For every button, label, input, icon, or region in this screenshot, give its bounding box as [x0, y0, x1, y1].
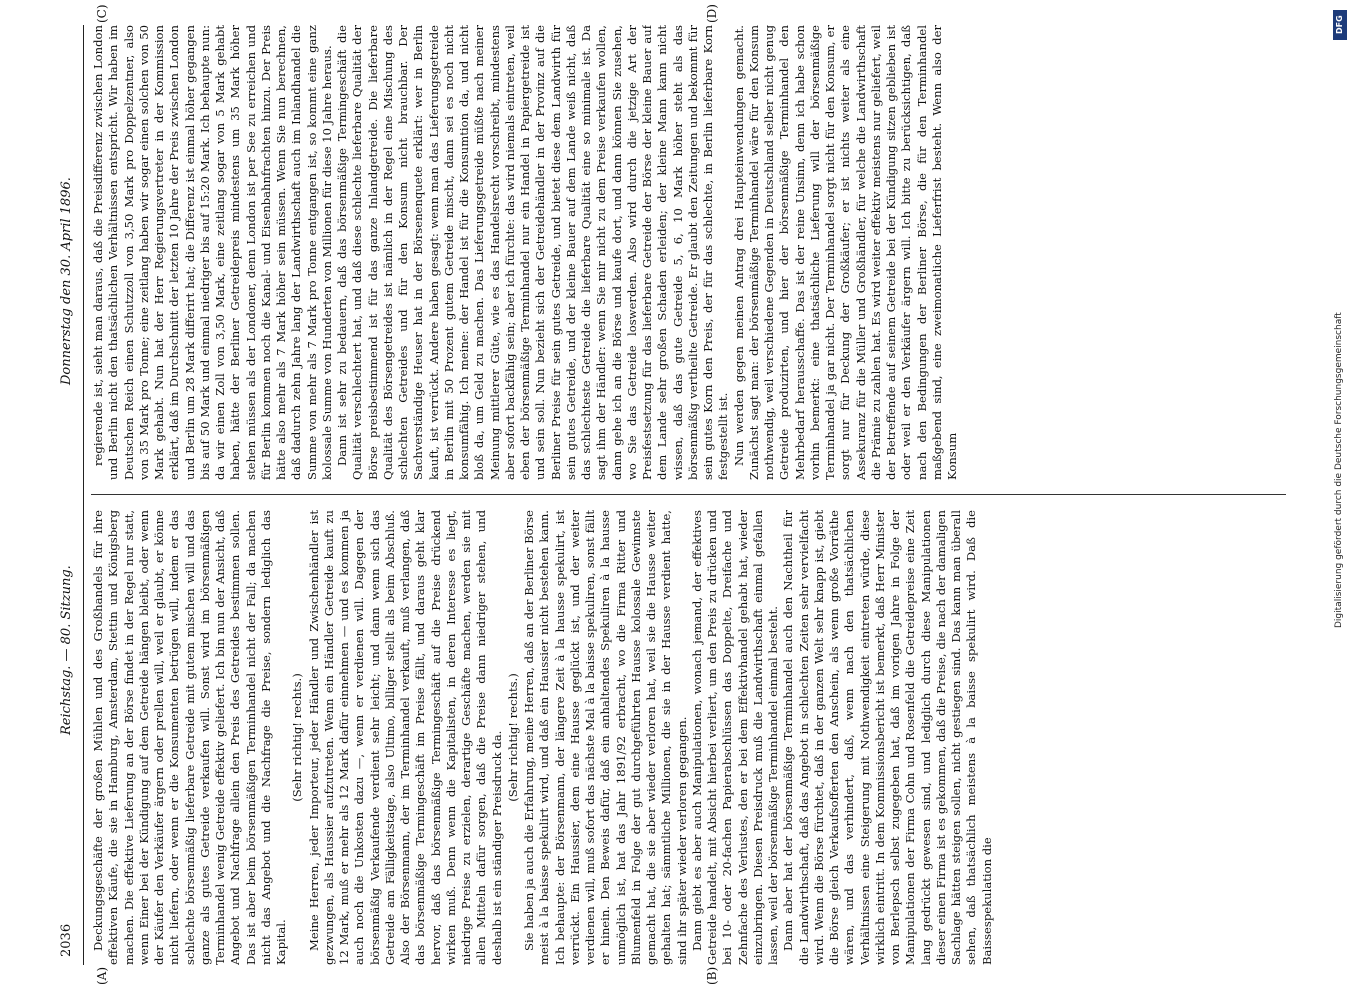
interjection: (Sehr richtig! rechts.) — [290, 673, 305, 802]
margin-mark-c: (C) — [95, 4, 109, 23]
session-title: Reichstag. — 80. Sitzung. — [59, 565, 74, 735]
column-left — [91, 510, 1286, 965]
paragraph: Meine Herren, jeder Importeur, jeder Händler und Zwischenhändler ist gezwungen, als Haussier aufzutreten. Wenn ein Händler Getreide kauft zu 12 Mark, muß er mehr als 12 Mark dafür einnehmen — und es kommen ja auch noch die Unkosten dazu —, wenn er verdienen will. Dagegen der börsenmäßig Verkaufende verdient sehr leicht; und dann wenn sich das Getreide am Fälligkeitstage, also Ultimo, billiger stellt als beim Abschluß. Also der Börsenmann, der im Terminhandel verkauft, muß verlangen, daß das börsenmäßige Termingeschäft im Preise fällt, und daraus geht klar hervor, daß das börsenmäßige Termingeschäft auf die Preise drückend wirken muß. Denn wenn die Kapitalisten, in deren Interesse es liegt, niedrige Preise zu erzielen, derartige Geschäfte machen, werden sie mit allen Mitteln dafür sorgen, daß die Preise dann niedriger stehen, und deshalb ist ein ständiger Preisdruck da. — [306, 510, 504, 965]
session-date: Donnerstag den 30. April 1896. — [59, 177, 74, 385]
paragraph: regierende ist, sieht man daraus, daß die Preisdifferenz zwischen London und Berlin nicht den thatsächlichen Verhältnissen entspricht. Wir haben im Deutschen Reich einen Schutzzoll von 3,50 Mark pro Doppelzentner, also von 35 Mark pro Tonne; eine zeitlang haben wir sogar einen solchen von 50 Mark gehabt. Nun hat der Herr Regierungsvertreter in der Kommission erklärt, daß im Durchschnitt der letzten 10 Jahre der Preis zwischen London und Berlin um 28 Mark differirt hat; die Differenz ist einmal höher gegangen bis auf 50 Mark und einmal niedriger bis auf 15:20 Mark. Ich behaupte nun: da wir einen Zoll von 3,50 Mark, eine zeitlang sogar von 5 Mark gehabt haben, hätte der Berliner Getreidepreis mindestens um 35 Mark höher stehen müssen als der Londoner, denn London ist per See zu erreichen und für Berlin kommen noch die Kanal- und Eisenbahnfrachten hinzu. Der Preis hätte also mehr als 7 Mark höher sein müssen. Wenn Sie nun berechnen, daß dadurch zehn Jahre lang der Landwirthschaft auch im Inlandhandel die Summe von mehr als 7 Mark pro Tonne entgangen ist, so kommt eine ganz kolossale Summe von Hunderten von Millionen für diese 10 Jahre heraus. — [91, 25, 334, 480]
paragraph: Dann ist sehr zu bedauern, daß das börsenmäßige Termingeschäft die Qualität verschlechtert hat, und daß diese schlechte lieferbare Qualität der Börse preisbestimmend ist für das ganze Inlandgetreide. Die lieferbare Qualität des Börsengetreides ist nämlich in der Regel eine Mischung des schlechten Getreides und für den Konsum nicht brauchbar. Der Sachverständige Heuser hat in der Börsenenquete erklärt: wer in Berlin kauft, ist verrückt. Andere haben gesagt: wenn man das Lieferungsgetreide in Berlin mit 50 Prozent gutem Getreide mischt, dann sei es noch nicht konsumfähig. Ich meine: der Handel ist für die Konsumtion da, und nicht bloß da, um Geld zu machen. Das Lieferungsgetreide müßte nach meiner Meinung mittlerer Güte, wie es das Handelsrecht vorschreibt, mindestens aber sofort backfähig sein; aber ich fürchte: das wird niemals eintreten, weil eben der börsenmäßige Terminhandel nur ein Handel in Papiergetreide ist und sein soll. Nun bezieht sich der Getreidehändler in der Provinz auf die Berliner Preise für sein gutes Getreide, und bietet diese dem Landwirth für sein gutes Getreide, und der kleine Bauer auf dem Lande weiß nicht, daß das schlechteste Getreide die lieferbare Qualität eine so minimale ist. Da sagt ihm der Händler: wenn Sie mir nicht zu dem Preise verkaufen wollen, dann gehe ich an die Börse und kaufe dort, und dann können Sie zusehen, wo Sie das Getreide loswerden. Also wird durch die jetzige Art der Preisfestsetzung für das lieferbare Getreide der Börse der kleine Bauer auf dem Lande sehr großen Schaden erleiden; der kleine Mann kann nicht wissen, daß das gute Getreide 5, 6, 10 Mark höher steht als das börsenmäßig vertheilte Getreide. Er glaubt den Zeitungen und bekommt für sein gutes Korn den Preis, der für das schlechte, in Berlin lieferbare Korn festgestellt ist. — [335, 25, 731, 480]
paragraph: Dann giebt es aber auch Manipulationen, wonach jemand, der effektives Getreide handelt, mit Absicht hierbei verliert, um den Preis zu drücken und bei 10- oder 20-fachen Papierabschlüssen das Doppelte, Dreifache und Zehnfache des Verlustes, den er bei dem Effektivhandel gehabt hat, wieder einzubringen. Diesen Preisdruck muß die Landwirthschaft einmal gefallen lassen, weil der börsenmäßige Terminhandel einmal besteht. — [689, 510, 780, 965]
paragraph: Dann aber hat der börsenmäßige Terminhandel auch den Nachtheil für die Landwirthschaft, daß das Angebot in schlechten Zeiten sehr vervielfacht wird. Wenn die Börse fürchtet, daß in der ganzen Welt sehr knapp ist, giebt die Börse gleich Verkaufsofferten den Anschein, als wenn große Vorräthe wären, und das verhindert, daß, wenn nach den thatsächlichen Verhältnissen eine Steigerung mit Nothwendigkeit eintreten würde, diese wirklich eintritt. In dem Kommissionsbericht ist bemerkt, daß Herr Minister von Berlepsch selbst zugegeben hat, daß im vorigen Jahre in Folge der Manipulationen der Firma Cohn und Rosenfeld die Getreidepreise eine Zeit lang gedrückt gewesen sind, und lediglich durch diese Manipulationen dieser einen Firma ist es gekommen, daß die Preise, die nach der damaligen Sachlage hätten steigen sollen, nicht gestiegen sind. Das kann man überall sehen, daß thatsächlich meistens à la baisse spekulirt wird. Daß die Baissespekulation die — [781, 510, 994, 965]
rotated-content — [55, 4, 1295, 985]
running-header — [55, 25, 81, 965]
interjection: (Sehr richtig! rechts.) — [505, 673, 520, 802]
margin-mark-a: (A) — [95, 966, 109, 985]
header-rule — [83, 25, 84, 965]
digitization-credit: Digitalisierung gefördert durch die Deutsche Forschungsgemeinschaft — [1334, 312, 1344, 628]
paragraph: Deckungsgeschäfte der großen Mühlen und des Großhandels für ihre effektiven Käufe, die sie in Hamburg, Amsterdam, Stettin und Königsberg machen. Die effektive Lieferung an der Börse findet in der Regel nur statt, wenn Einer bei der Kündigung auf dem Getreide hängen bleibt, oder wenn der Käufer den Verkäufer ärgern oder prellen will, weil er glaubt, er könne nicht liefern, oder wenn er die Konsumenten betrügen will, indem er das schlechte börsenmäßig lieferbare Getreide mit gutem mischen will und das ganze als gutes Getreide verkaufen will. Sonst wird im börsenmäßigen Terminhandel wenig Getreide effektiv geliefert. Ich bin nun der Ansicht, daß Angebot und Nachfrage allein den Preis des Getreides bestimmen sollen. Das ist aber beim börsenmäßigen Terminhandel nicht der Fall; da machen nicht das Angebot und die Nachfrage die Preise, sondern lediglich das Kapital. — [91, 510, 288, 965]
paragraph: Sie haben ja auch die Erfahrung, meine Herren, daß an der Berliner Börse meist à la baisse spekulirt wird, und daß ein Haussier nicht bestehen kann. Ich behaupte: der Börsenmann, der längere Zeit à la hausse spekulirt, ist verrückt. Ein Haussier, dem eine Hausse geglückt ist, und der weiter verdienen will, muß sofort das nächste Mal à la baisse spekuliren, sonst fällt er hinein. Den Beweis dafür, daß ein anhaltendes Spekuliren à la hausse unmöglich ist, hat das Jahr 1891/92 erbracht, wo die Firma Ritter und Blumenfeld in Folge der gut durchgeführten Hausse kolossale Gewinnste gemacht hat, die sie aber wieder verloren hat, weil sie die Hausse weiter gehalten hat; sämmtliche Millionen, die sie in der Hausse verdient hatte, sind ihr später wieder verloren gegangen. — [522, 510, 689, 965]
margin-mark-d: (D) — [705, 4, 719, 23]
paragraph: Nun werden gegen meinen Antrag drei Haupteinwendungen gemacht. Zunächst sagt man: der börsenmäßige Terminhandel wäre für den Konsum nothwendig, weil verschiedene Gegenden in Deutschland selber nicht genug Getreide produzirten, und hier der börsenmäßige Terminhandel den Mehrbedarf herausschaffe. Das ist der reine Unsinn, denn ich habe schon vorhin bemerkt: eine thatsächliche Lieferung will der börsenmäßige Terminhandel ja gar nicht. Der Terminhandel sorgt nicht für den Konsum, er sorgt nur für Deckung der Großkäufer; er ist nichts weiter als eine Assekuranz für die Müller und Großhändler, für welche die Landwirthschaft die Prämie zu zahlen hat. Es wird weiter effektiv meistens nur geliefert, weil der Betreffende auf seinem Getreide bei der Kündigung sitzen geblieben ist oder weil er den Verkäufer ärgern will. Ich bitte zu berücksichtigen, daß nach den Bedingungen der Berliner Börse, die für den Terminhandel maßgebend sind, eine zweimonatliche Lieferfrist besteht. Wenn also der Konsum — [731, 25, 959, 480]
side-credit — [1325, 8, 1349, 992]
dfg-logo: DFG — [1333, 10, 1347, 40]
column-right — [91, 25, 1286, 480]
page-number: 2036 — [59, 923, 74, 957]
column-divider — [91, 494, 1286, 495]
margin-mark-b: (B) — [705, 966, 719, 985]
